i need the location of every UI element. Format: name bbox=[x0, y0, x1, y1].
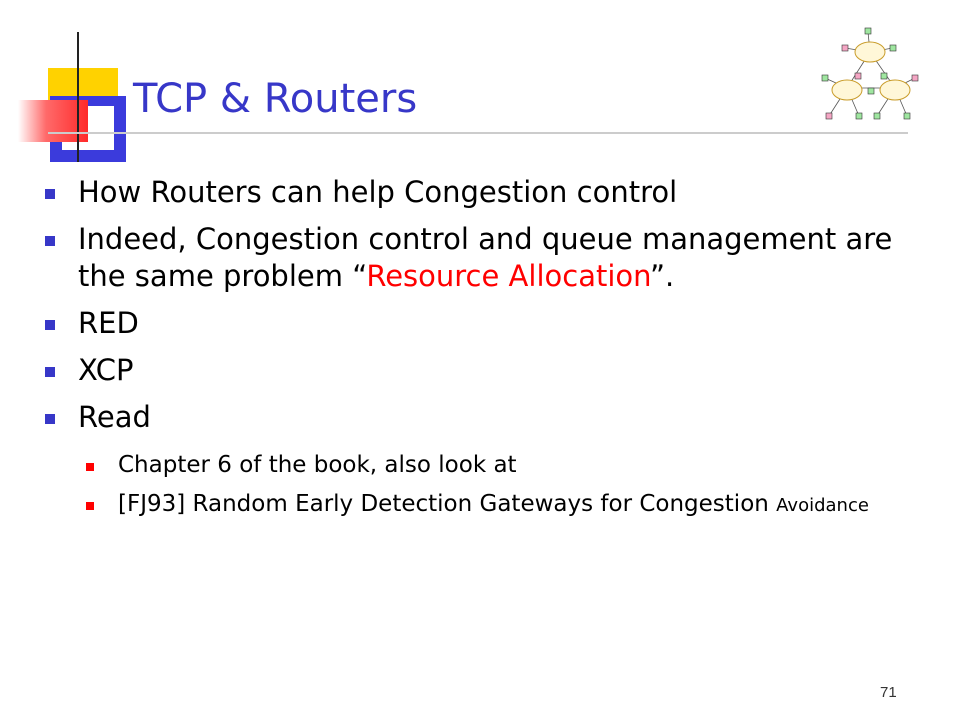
sub-bullet-item bbox=[40, 452, 910, 479]
bullet-list bbox=[40, 174, 910, 531]
bullet-item bbox=[40, 174, 910, 211]
title-underline bbox=[48, 132, 908, 134]
bullet-text: ”. bbox=[649, 259, 675, 293]
bullet-text: How Routers can help Congestion control bbox=[78, 175, 678, 209]
bullet-item bbox=[40, 305, 910, 342]
sub-bullet-small-text: Avoidance bbox=[776, 495, 869, 516]
sub-bullet-text: Chapter 6 of the book, also look at bbox=[118, 452, 517, 478]
bullet-text: Indeed, Congestion control and queue management are the same problem “ bbox=[78, 222, 893, 293]
sub-bullet-text: [FJ93] Random Early Detection Gateways for Congestion bbox=[118, 491, 777, 517]
bullet-text: Read bbox=[78, 400, 151, 434]
bullet-item bbox=[40, 221, 910, 295]
network-clouds-icon bbox=[815, 18, 925, 128]
bullet-text: RED bbox=[78, 306, 139, 340]
bullet-item bbox=[40, 399, 910, 436]
bullet-item bbox=[40, 352, 910, 389]
slide-title: TCP & Routers bbox=[133, 76, 418, 122]
vertical-rule bbox=[77, 32, 79, 162]
bullet-text: XCP bbox=[78, 353, 134, 387]
highlight-text: Resource Allocation bbox=[366, 259, 650, 293]
sub-bullet-item bbox=[40, 491, 910, 519]
corner-decoration bbox=[0, 0, 140, 170]
slide-number: 71 bbox=[880, 684, 897, 701]
